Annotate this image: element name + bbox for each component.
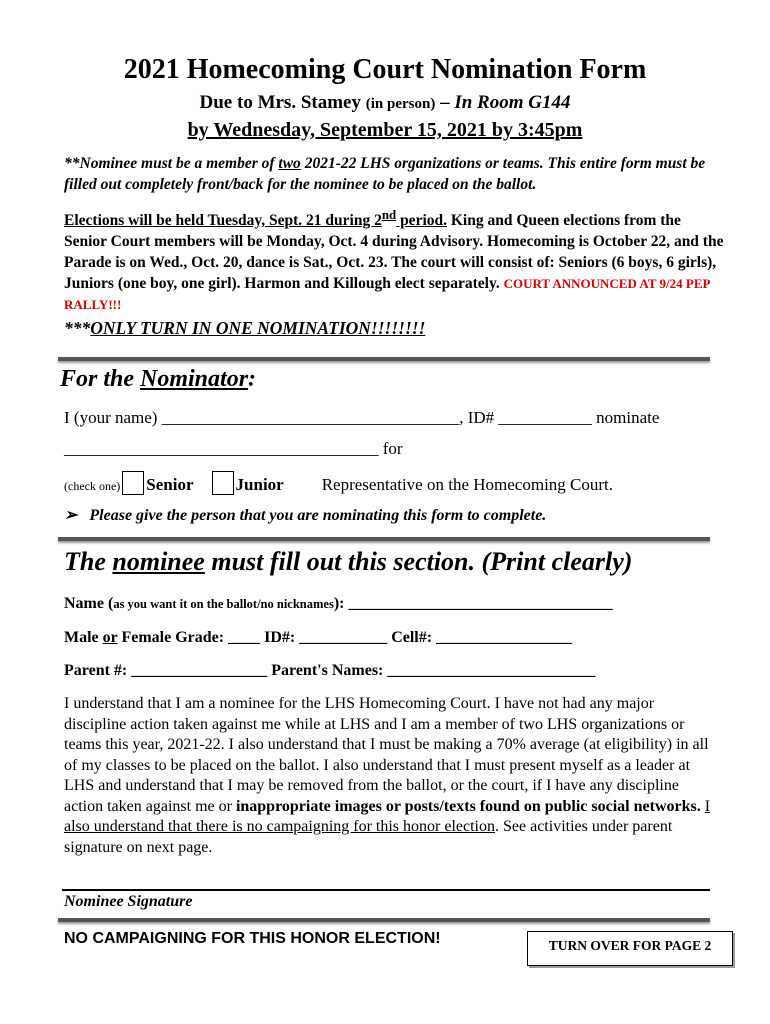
no-campaigning-notice: NO CAMPAIGNING FOR THIS HONOR ELECTION! [64,930,441,947]
page-title: 2021 Homecoming Court Nomination Form [123,54,647,85]
nominator-heading: For the Nominator: [60,366,257,392]
senior-checkbox[interactable] [122,471,144,495]
class-selection: (check one) Senior Junior Representative on the Homecoming Court. [64,471,613,495]
nominator-name-field[interactable]: I (your name) ___________________________________, ID# ___________ nominate [64,408,660,427]
signature-label: Nominee Signature [64,893,193,910]
arrow-bullet-icon: ➢ [64,507,78,524]
section-divider [58,537,710,541]
deadline: by Wednesday, September 15, 2021 by 3:45pm [187,119,583,141]
elections-info: Elections will be held Tuesday, Sept. 21 during 2nd period. King and Queen elections from the Senior Court members will be Monday, Oct. 4 during Advisory. Homecoming is October 22, and the Parade is on Wed., Oct. 20, dance is Sat., Oct. 23. The court will consist of: Seniors (6 boys, 6 girls), Juniors (one boy, one girl). Harmon and Killough elect separately. COURT ANNOUNCED AT 9/24 PEP RALLY!!! [64,207,724,313]
nominee-heading: The nominee must fill out this section. (Print clearly) [64,547,633,576]
section-divider [58,357,710,361]
please-give-note: ➢ Please give the person that you are nominating this form to complete. [64,507,547,524]
requirement-note: **Nominee must be a member of two 2021-22 LHS organizations or teams. This entire form must be filled out completely front/back for the nominee to be placed on the ballot. [64,155,706,193]
signature-line[interactable] [62,889,710,891]
only-one-nomination: ***ONLY TURN IN ONE NOMINATION!!!!!!!! [64,318,426,338]
junior-checkbox[interactable] [212,471,234,495]
turn-over-label: TURN OVER FOR PAGE 2 [548,938,712,953]
section-divider [58,918,710,922]
nominee-agreement: I understand that I am a nominee for the LHS Homecoming Court. I have not had any major discipline action taken against me while at LHS and I am a member of two LHS organizations or teams this year, 2021-22. I also understand that I must be making a 70% average (at eligibility) in all of my classes to be placed on the ballot. I also understand that I must present myself as a leader at LHS and understand that I may be removed from the ballot, or the court, if I have any discipline action taken against me or inappropriate images or posts/texts found on public social networks. I also understand that there is no campaigning for this honor election. See activities under parent signature on next page. [64,695,711,856]
parent-fields[interactable]: Parent #: _________________ Parent's Names: __________________________ [64,662,596,679]
due-to-line: Due to Mrs. Stamey (in person) – In Room G144 [199,92,571,113]
gender-grade-id-cell-fields[interactable]: Male or Female Grade: ____ ID#: ___________ Cell#: _________________ [64,629,573,646]
nominee-ballot-name-field[interactable]: Name (as you want it on the ballot/no nicknames): _________________________________ [64,595,613,612]
court-announced-note: COURT ANNOUNCED AT 9/24 PEP RALLY!!! [64,276,710,313]
nominee-name-field[interactable]: _____________________________________ for [64,439,403,458]
